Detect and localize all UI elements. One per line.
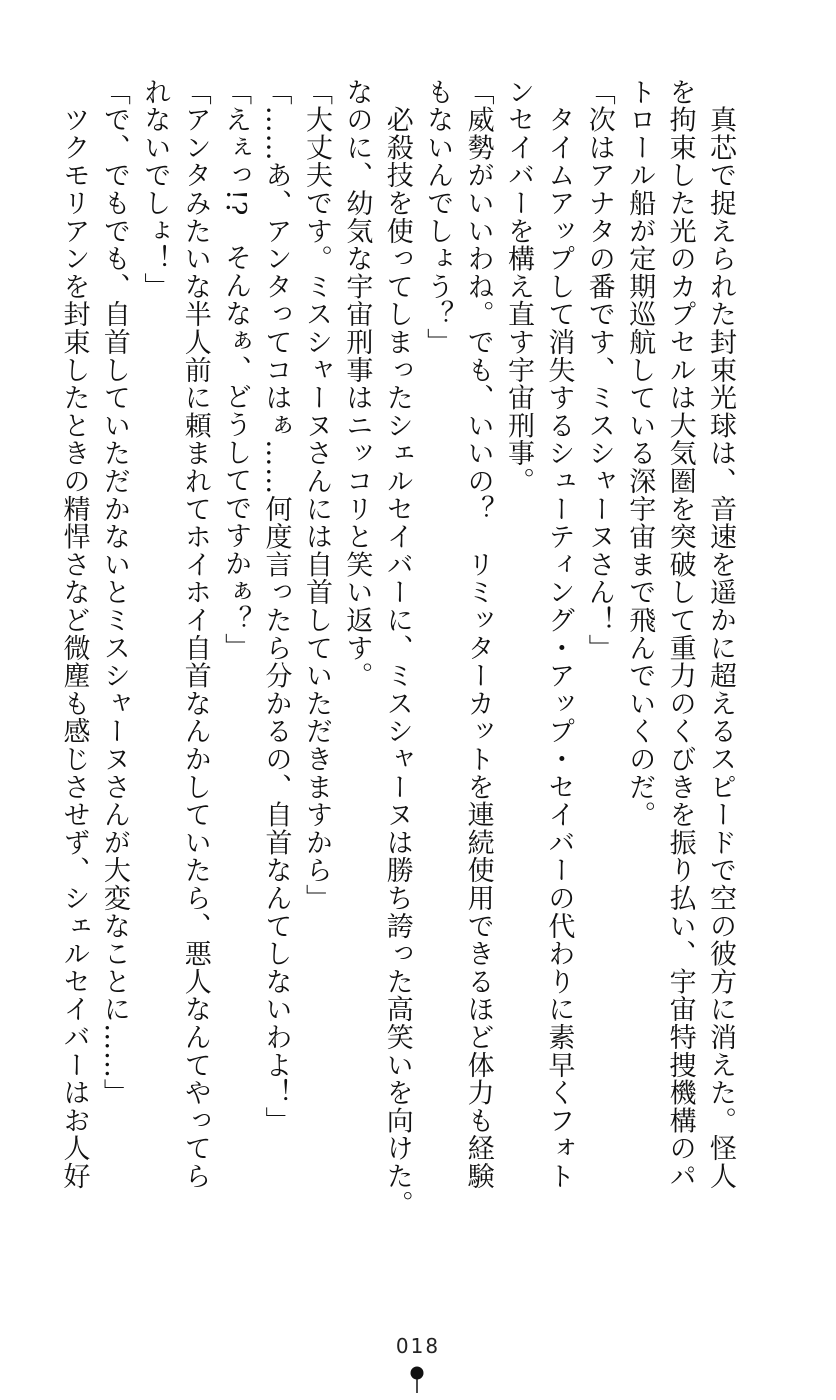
text-line: タイムアップして消失するシューティング・アップ・セイバーの代わりに素早くフォト xyxy=(543,78,575,1190)
text-line: 「で、でもでも、自首していただかないとミスシャーヌさんが大変なことに……」 xyxy=(98,78,130,1107)
vertical-text-block xyxy=(58,78,740,1218)
text-line: なのに、幼気な宇宙刑事はニッコリと笑い返す。 xyxy=(341,78,373,690)
text-line: 真芯で捉えられた封束光球は、音速を遥かに超えるスピードで空の彼方に消えた。怪人 xyxy=(705,78,736,1190)
text-line: トロール船が定期巡航している深宇宙まで飛んでいくのだ。 xyxy=(624,78,656,829)
page-number: 018 xyxy=(395,1334,441,1358)
text-line: 「大丈夫です。ミスシャーヌさんには自首していただきますから」 xyxy=(300,78,332,912)
text-line: 「アンタみたいな半人前に頼まれてホイホイ自首なんかしていたら、悪人なんてやってら xyxy=(179,78,211,1190)
text-line: ンセイバーを構え直す宇宙刑事。 xyxy=(502,78,534,495)
text-line: を拘束した光のカプセルは大気圏を突破して重力のくびきを振り払い、宇宙特捜機構のパ xyxy=(664,78,696,1190)
text-line: 「威勢がいいわね。でも、いいの？ リミッターカットを連続使用できるほど体力も経験 xyxy=(462,78,494,1190)
text-line: 「……あ、アンタってコはぁ……何度言ったら分かるの、自首なんてしないわよ！」 xyxy=(260,78,292,1135)
text-line: 「えぇっ!? そんなぁ、どうしてですかぁ？」 xyxy=(220,78,252,661)
text-line: もないんでしょう？」 xyxy=(422,78,454,356)
text-line: れないでしょ！」 xyxy=(139,78,171,301)
page-marker-icon xyxy=(409,1364,425,1394)
text-line: 「次はアナタの番です、ミスシャーヌさん！」 xyxy=(583,78,615,662)
text-line: ツクモリアンを封束したときの精悍さなど微塵も感じさせず、シェルセイバーはお人好 xyxy=(58,78,90,1190)
text-line: 必殺技を使ってしまったシェルセイバーに、ミスシャーヌは勝ち誇った高笑いを向けた。 xyxy=(381,78,413,1218)
